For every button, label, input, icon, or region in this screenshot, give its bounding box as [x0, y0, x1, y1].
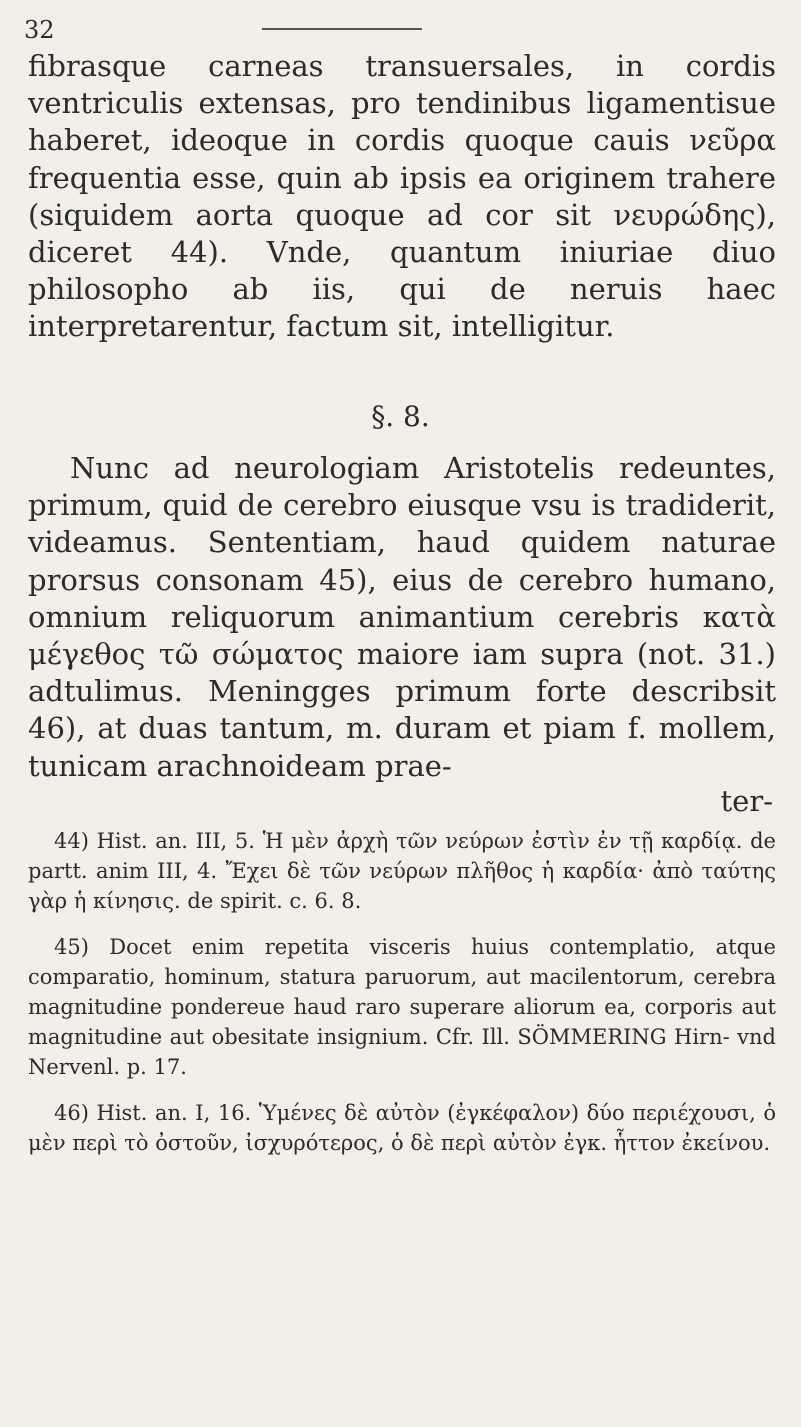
- footnote-number: 45): [54, 935, 89, 959]
- paragraph-1: fibrasque carneas transuersales, in cordis ventriculis extensas, pro tendinibus ligamentisue haberet, ideoque in cordis quoque cauis νεῦρα frequentia esse, quin ab ipsis ea originem trahere (siquidem aorta quoque ad cor sit νευρώδης), diceret 44). Vnde, quantum iniuriae diuo philosopho ab iis, qui de neruis haec interpretarentur, factum sit, intelligitur.: [28, 49, 776, 344]
- page-number: 32: [24, 16, 55, 44]
- catchword: ter-: [720, 784, 773, 818]
- footnote-text: Hist. an. III, 5. Ἡ μὲν ἀρχὴ τῶν νεύρων ἐστὶν ἐν τῇ καρδίᾳ. de partt. anim III, 4. Ἔχει δὲ τῶν νεύρων πλῆθος ἡ καρδία· ἀπὸ ταύτης γὰρ ἡ κίνησις. de spirit. c. 6. 8.: [28, 829, 776, 913]
- footnote-number: 44): [54, 829, 89, 853]
- footnote-46: [28, 1098, 776, 1158]
- section-title: §. 8.: [371, 400, 430, 433]
- footnote-number: 46): [54, 1101, 89, 1125]
- footnotes: [28, 826, 776, 1174]
- header-rule: [262, 28, 422, 30]
- paragraph-2-block: [28, 450, 776, 785]
- footnote-text: Hist. an. I, 16. Ὑμένες δὲ αὐτὸν (ἐγκέφαλον) δύο περιέχουσι, ὁ μὲν περὶ τὸ ὀστοῦν, ἰσχυρότερος, ὁ δὲ περὶ αὐτὸν ἐγκ. ἧττον ἐκείνου.: [28, 1101, 776, 1155]
- main-text-block: [28, 48, 776, 346]
- paragraph-2: Nunc ad neurologiam Aristotelis redeuntes, primum, quid de cerebro eiusque vsu is tradiderit, videamus. Sententiam, haud quidem naturae prorsus consonam 45), eius de cerebro humano, omnium reliquorum animantium cerebris κατὰ μέγεθος τῶ σώματος maiore iam supra (not. 31.) adtulimus. Meningges primum forte describsit 46), at duas tantum, m. duram et piam f. mollem, tunicam arachnoideam prae-: [28, 451, 776, 783]
- footnote-text: Docet enim repetita visceris huius contemplatio, atque comparatio, hominum, statura paruorum, aut macilentorum, cerebra magnitudine pondereue haud raro superare aliorum ea, corporis aut magnitudine aut obesitate insignium. Cfr. Ill. SÖMMERING Hirn- vnd Nervenl. p. 17.: [28, 935, 776, 1079]
- footnote-45: [28, 932, 776, 1082]
- footnote-44: [28, 826, 776, 916]
